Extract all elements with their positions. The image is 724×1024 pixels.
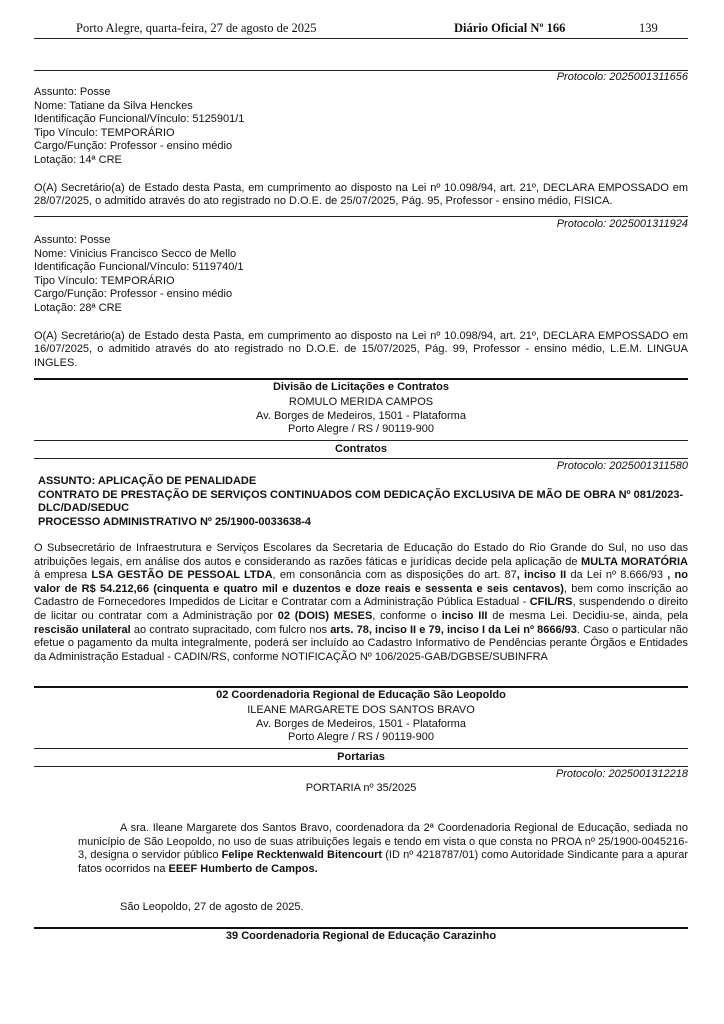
protocol-number: Protocolo: 2025001312218 [555,768,688,780]
text-run: , suspendendo o direito de licitar ou contratar com a Administração por [34,596,688,622]
text-bold: arts. 78, inciso II e 79, inciso I da Lei nº 8666/93 [330,623,577,636]
field-role: Cargo/Função: Professor - ensino médio [34,288,233,301]
field-location: Lotação: 28ª CRE [34,301,122,314]
posse-text: O(A) Secretário(a) de Estado desta Pasta, em cumprimento ao disposto na Lei nº 10.098/94, art. 21º, DECLARA EMPOSSADO em 16/07/2025, o admitido através do ato registrado no D.O.E. de 15/07/2025, Pág. 99, Professor - ensino médio, L.E.M. LINGUA INGLES. [34,329,688,369]
text-run: O Subsecretário de Infraestrutura e Serviços Escolares da Secretaria de Educação do Estado do Rio Grande do Sul, no uso das atribuições legais, em análise dos autos e considerando as razões fáticas e jurídicas decide pela aplicação de [34,542,688,568]
heading-subject: ASSUNTO: APLICAÇÃO DE PENALIDADE [38,475,257,487]
divider [34,440,688,441]
text-bold: , inciso II [516,569,567,582]
field-name: Nome: Tatiane da Silva Henckes [34,99,193,112]
signatory-name: ROMULO MERIDA CAMPOS [288,396,434,408]
protocol-number: Protocolo: 2025001311656 [556,71,688,83]
posse-entry-2 [34,234,688,370]
divider [34,216,688,217]
text-bold: , no valor de R$ 54.212,66 (cinquenta e quatro mil e duzentos e doze reais e sessenta e seis centavos) [34,569,688,595]
penalty-text [34,542,688,664]
subsection-title: Portarias [337,751,385,763]
divider [34,686,688,688]
text-run: da Lei nº 8.666/93 [566,569,668,582]
text-bold: EEEF Humberto de Campos. [168,862,318,875]
divider [34,458,688,459]
text-run: ao contrato supracitado, com fulcro nos [130,623,331,636]
section-title: 02 Coordenadoria Regional de Educação São Leopoldo [216,689,506,701]
field-location: Lotação: 14ª CRE [34,153,122,166]
text-bold: LSA GESTÃO DE PESSOAL LTDA [91,569,273,582]
field-role: Cargo/Função: Professor - ensino médio [34,140,233,153]
text-bold: MULTA MORATÓRIA [581,555,688,568]
penalty-heading [34,475,688,529]
divider [34,766,688,767]
field-name: Nome: Vinicius Francisco Secco de Mello [34,247,237,260]
division-address [34,704,688,745]
text-run: , conforme o [372,609,442,622]
division-address [34,396,688,437]
text-run: (ID nº 4218787/01) como Autoridade Sindicante para a apurar fatos ocorridos na [78,849,688,875]
text-run: . Caso o particular não efetue o pagamento da multa integralmente, poderá ser incluído ao Cadastro Informativo de Pendências perante Órgãos e Entidades da Administração Estadual - CADIN/RS, conforme NOTIFICAÇÃO Nº 106/2025-GAB/DGBSE/SUBINFRA [34,623,689,663]
text-bold: rescisão unilateral [34,623,131,636]
field-id: Identificação Funcional/Vínculo: 5119740/1 [34,261,244,274]
portaria-title: PORTARIA nº 35/2025 [305,782,417,794]
protocol-number: Protocolo: 2025001311580 [556,460,688,472]
divider [34,748,688,749]
text-bold: Felipe Recktenwald Bitencourt [221,849,383,862]
heading-process: PROCESSO ADMINISTRATIVO Nº 25/1900-0033638-4 [38,515,312,528]
subsection-title: Contratos [335,443,387,455]
portaria-text [78,822,688,876]
address-line: Av. Borges de Medeiros, 1501 - Plataforma [256,717,466,730]
field-subject: Assunto: Posse [34,86,111,98]
text-run: , bem como inscrição ao Cadastro de Fornecedores Impedidos de Licitar e Contratar com a Administração Pública Estadual - [34,582,688,609]
heading-contract: CONTRATO DE PRESTAÇÃO DE SERVIÇOS CONTINUADOS COM DEDICAÇÃO EXCLUSIVA DE MÃO DE OBRA Nº 081/2023-DLC/DAD/SEDUC [38,488,684,515]
text-bold: CFIL/RS [529,596,573,609]
protocol-number: Protocolo: 2025001311924 [556,218,688,230]
signatory-name: ILEANE MARGARETE DOS SANTOS BRAVO [247,704,475,716]
posse-text: O(A) Secretário(a) de Estado desta Pasta, em cumprimento ao disposto na Lei nº 10.098/94, art. 21º, DECLARA EMPOSSADO em 28/07/2025, o admitido através do ato registrado no D.O.E. de 25/07/2025, Pág. 95, Professor - ensino médio, FISICA. [34,181,688,208]
field-type: Tipo Vínculo: TEMPORÁRIO [34,274,175,287]
posse-entry-1 [34,86,688,209]
field-id: Identificação Funcional/Vínculo: 5125901/1 [34,113,245,126]
text-bold: 02 (DOIS) MESES [277,609,373,622]
section-title: Divisão de Licitações e Contratos [272,381,450,393]
text-run: de mesma Lei. Decidiu-se, ainda, pela [487,609,689,622]
address-city: Porto Alegre / RS / 90119-900 [288,423,434,436]
text-run: A sra. Ileane Margarete dos Santos Bravo, coordenadora da 2ª Coordenadoria Regional de Educação, sediada no município de São Leopoldo, no uso de suas atribuições legais e tendo em vista o que consta no PROA nº 25/1900-0045216-3, designa o servidor público [78,822,688,862]
header-place-date: Porto Alegre, quarta-feira, 27 de agosto de 2025 [76,21,317,35]
header-page-number: 139 [639,21,658,35]
text-run: à empresa [34,569,92,582]
portaria-date: São Leopoldo, 27 de agosto de 2025. [120,901,304,913]
address-line: Av. Borges de Medeiros, 1501 - Plataforma [256,409,466,422]
divider [34,927,688,929]
text-run: , em consonância com as disposições do art. 87 [272,569,517,582]
divider [34,378,688,380]
field-type: Tipo Vínculo: TEMPORÁRIO [34,126,175,139]
page-header [34,20,688,39]
header-journal: Diário Oficial Nº 166 [454,21,566,35]
text-bold: inciso III [441,609,488,622]
address-city: Porto Alegre / RS / 90119-900 [288,731,434,744]
section-title: 39 Coordenadoria Regional de Educação Carazinho [225,930,497,942]
field-subject: Assunto: Posse [34,234,111,246]
